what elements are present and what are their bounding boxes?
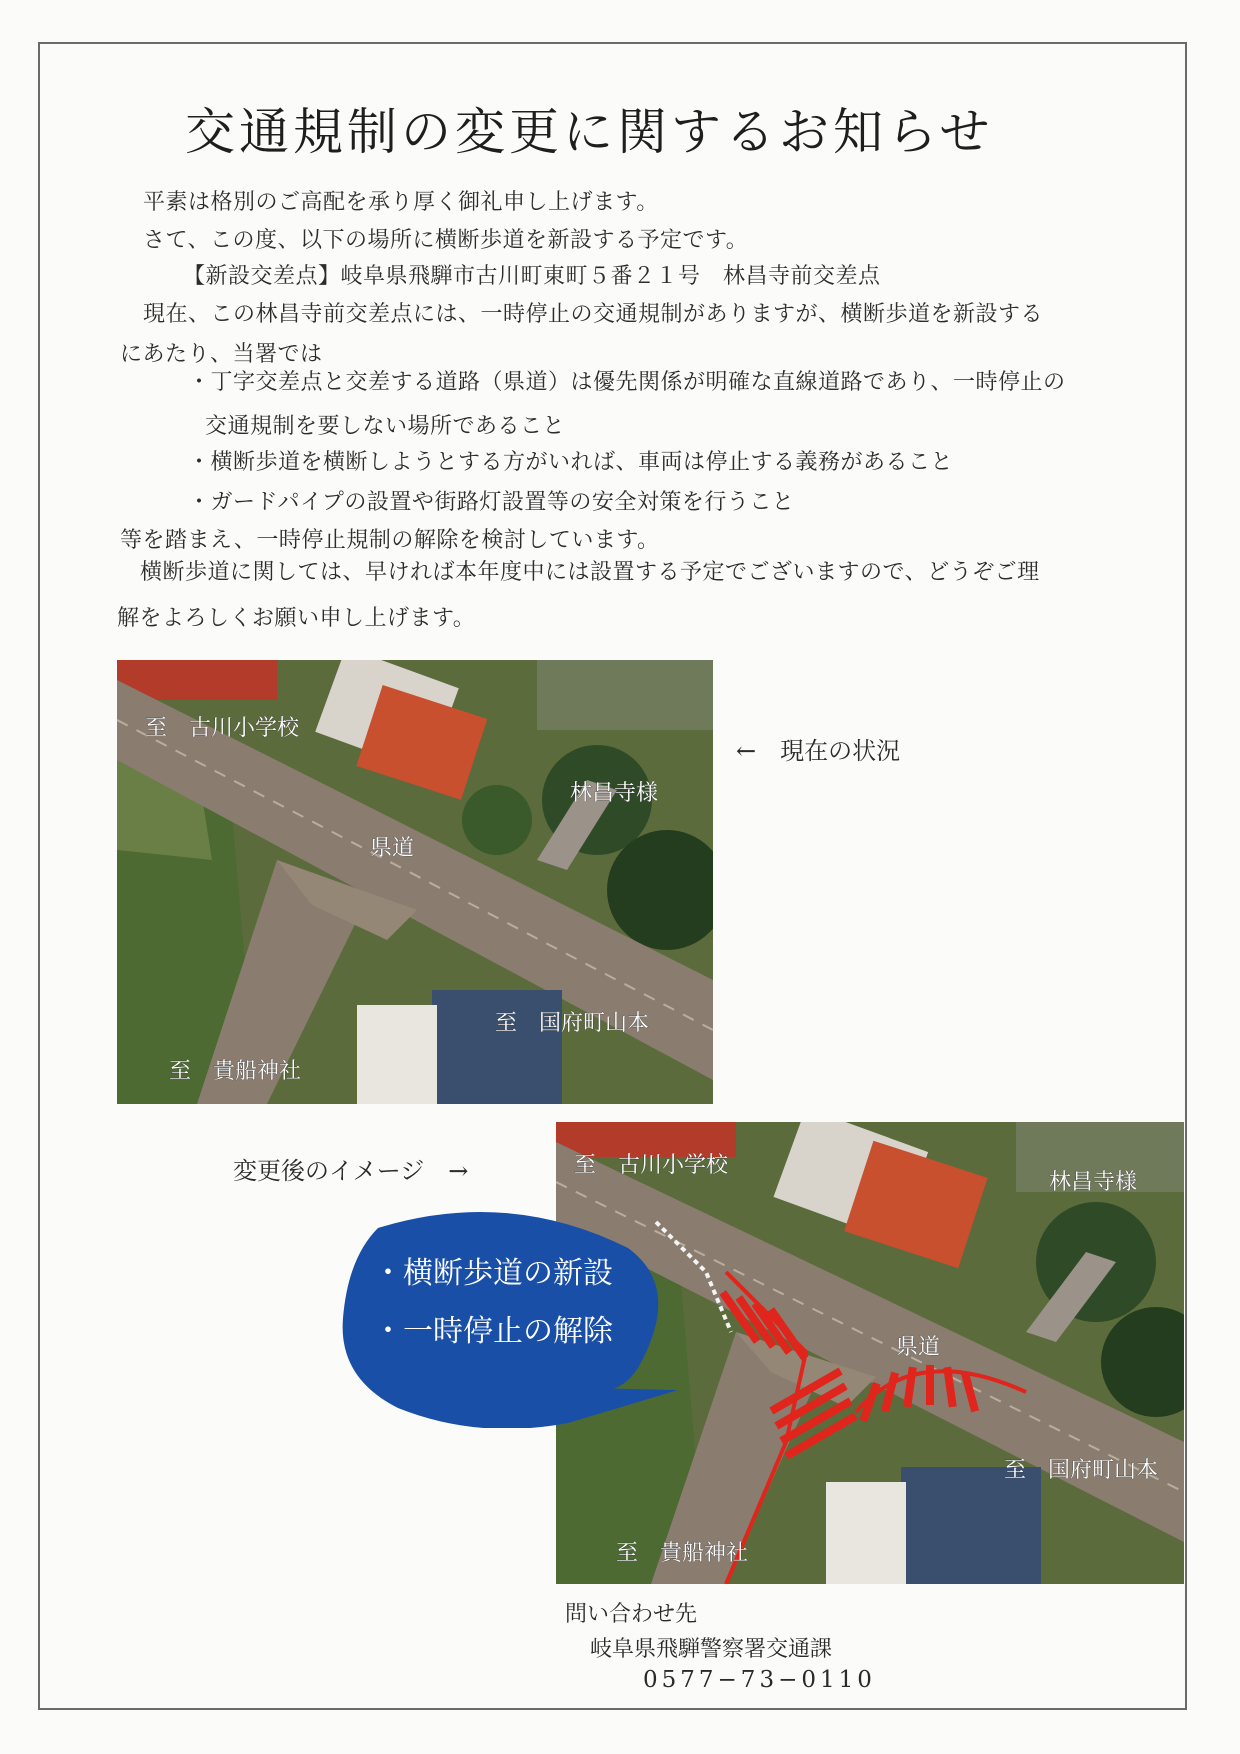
consideration-line: 等を踏まえ、一時停止規制の解除を検討しています。 [120, 528, 660, 553]
closing-line-2: 解をよろしくお願い申し上げます。 [117, 606, 476, 631]
after-image-caption: 変更後のイメージ → [233, 1157, 469, 1185]
current-label-to-kokufu: 至 国府町山本 [495, 1011, 650, 1036]
after-label-to-shrine: 至 貴船神社 [616, 1541, 749, 1566]
bullet-item-1-continued: 交通規制を要しない場所であること [205, 414, 566, 439]
current-situation-caption: ← 現在の状況 [736, 737, 901, 765]
after-label-to-school: 至 古川小学校 [574, 1153, 729, 1178]
greeting-paragraph: 平素は格別のご高配を承り厚く御礼申し上げます。 [143, 190, 659, 215]
current-label-to-shrine: 至 貴船神社 [169, 1059, 302, 1084]
explanation-line-1: 現在、この林昌寺前交差点には、一時停止の交通規制がありますが、横断歩道を新設する [143, 302, 1044, 327]
bubble-line-stop-removal: ・一時停止の解除 [373, 1314, 613, 1349]
bullet-item-1: ・丁字交差点と交差する道路（県道）は優先関係が明確な直線道路であり、一時停止の [188, 370, 1066, 395]
closing-line-1: 横断歩道に関しては、早ければ本年度中には設置する予定でございますので、どうぞご理 [140, 560, 1040, 585]
bubble-line-new-crosswalk: ・横断歩道の新設 [373, 1256, 613, 1291]
announcement-paragraph: さて、この度、以下の場所に横断歩道を新設する予定です。 [143, 228, 749, 253]
after-label-temple: 林昌寺様 [1049, 1170, 1138, 1195]
page-title: 交通規制の変更に関するお知らせ [185, 103, 994, 161]
contact-office: 岐阜県飛騨警察署交通課 [590, 1637, 833, 1662]
change-summary-bubble [338, 1208, 678, 1428]
contact-heading: 問い合わせ先 [565, 1602, 698, 1627]
current-label-road: 県道 [370, 836, 415, 861]
location-line: 【新設交差点】岐阜県飛騨市古川町東町５番２１号 林昌寺前交差点 [183, 264, 881, 289]
current-label-to-school: 至 古川小学校 [145, 716, 300, 741]
after-label-to-kokufu: 至 国府町山本 [1004, 1458, 1159, 1483]
after-label-road: 県道 [896, 1335, 941, 1360]
bullet-item-2: ・横断歩道を横断しようとする方がいれば、車両は停止する義務があること [188, 450, 954, 475]
explanation-line-2: にあたり、当署では [120, 342, 323, 367]
current-label-temple: 林昌寺様 [570, 781, 659, 806]
current-situation-photo [117, 660, 713, 1104]
bullet-item-3: ・ガードパイプの設置や街路灯設置等の安全対策を行うこと [188, 490, 795, 515]
contact-phone: 0577−73−0110 [643, 1667, 876, 1693]
